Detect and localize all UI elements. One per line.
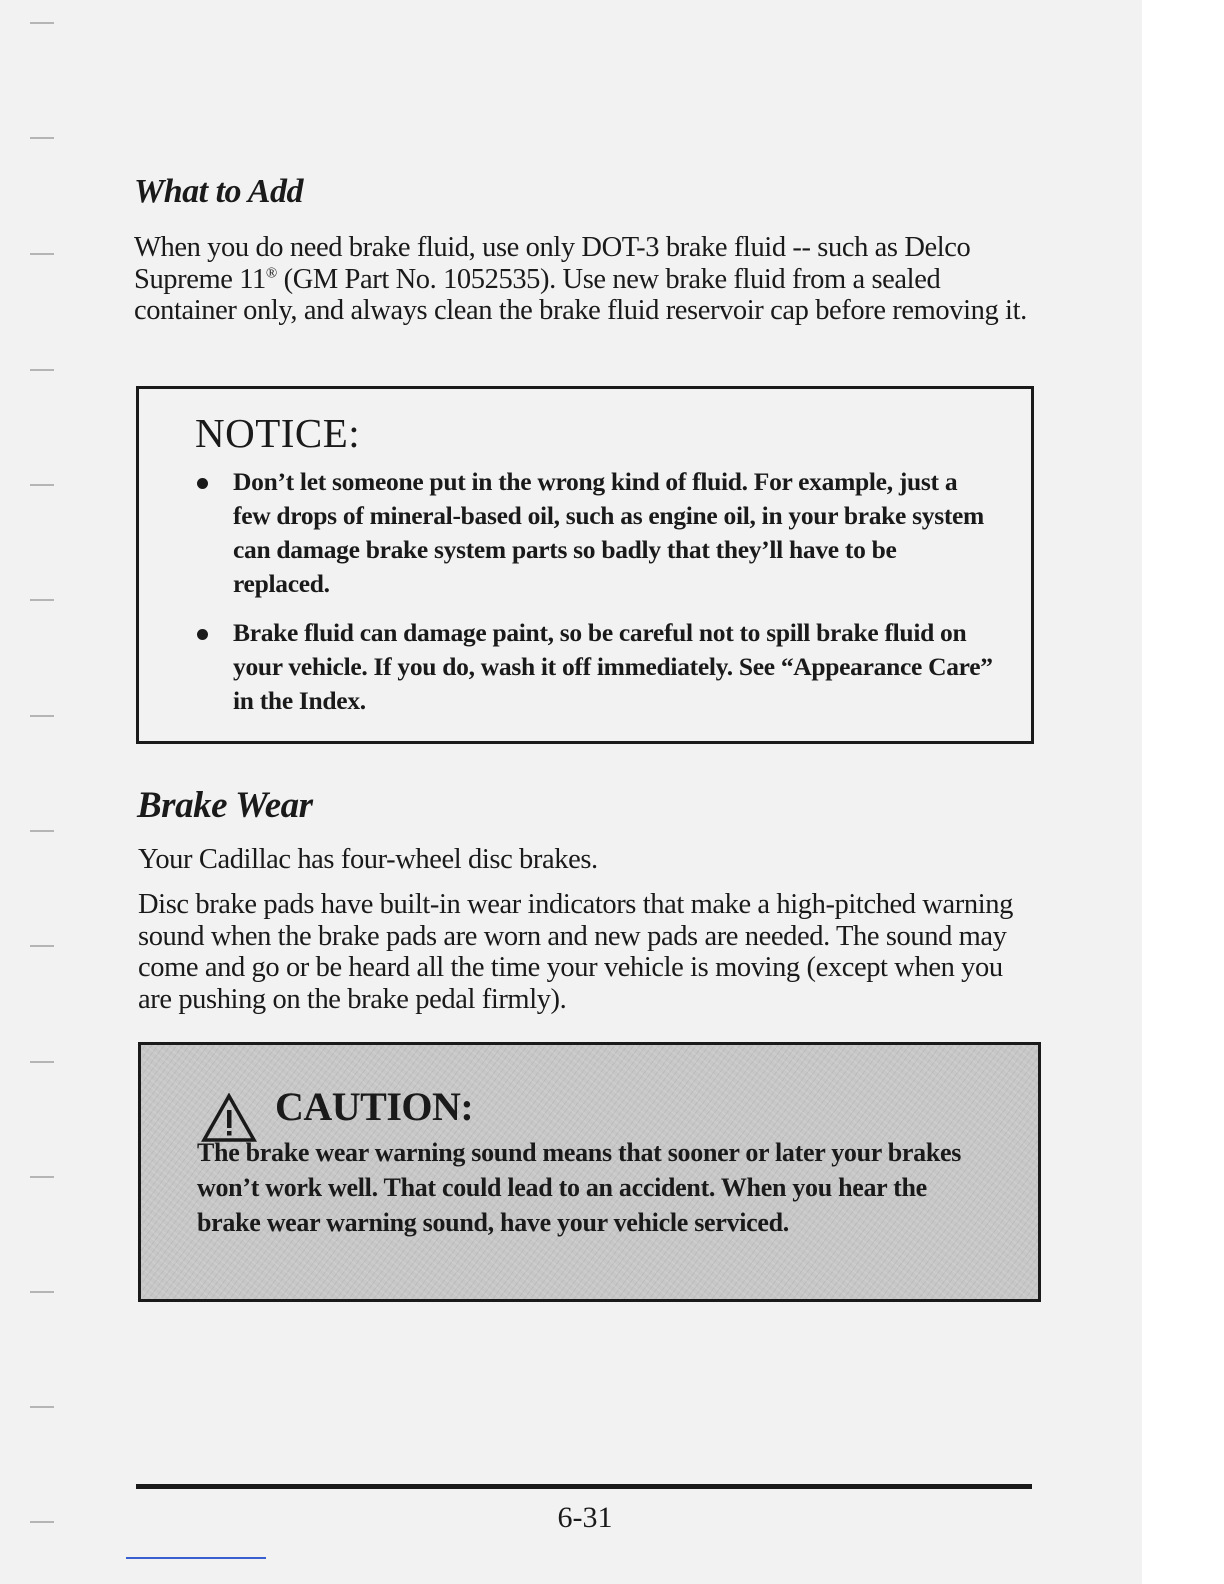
notice-item [195,465,995,601]
margin-tick [30,1291,54,1293]
margin-tick [30,945,54,947]
margin-tick [30,830,54,832]
notice-box [136,386,1034,744]
brake-wear-paragraph: Your Cadillac has four-wheel disc brakes. [138,844,598,875]
notice-title: NOTICE: [195,410,361,456]
footer-rule [136,1484,1032,1489]
caution-title: CAUTION: [275,1084,474,1129]
margin-tick [30,1406,54,1408]
margin-tick [30,1061,54,1063]
what-to-add-heading: What to Add [134,173,303,210]
what-to-add-text-start: When you do need brake fluid, use only DOT-3 brake fluid -- such as Delco Supreme 11 [134,232,971,295]
what-to-add-paragraph [134,232,1034,327]
brake-wear-paragraph: Disc brake pads have built-in wear indicators that make a high-pitched warning sound when the brake pads are worn and new pads are needed. The sound may come and go or be heard all the time your vehicle is moving (except when you are pushing on the brake pedal firmly). [138,889,1013,1015]
brake-wear-heading: Brake Wear [137,785,313,826]
margin-tick [30,22,54,24]
bullet-icon [197,629,208,640]
margin-tick [30,599,54,601]
notice-item-text: Don’t let someone put in the wrong kind of fluid. For example, just a few drops of mineral-based oil, such as engine oil, in your brake system can damage brake system parts so badly that they’ll have to be replaced. [233,467,984,598]
margin-tick [30,137,54,139]
notice-item-text: Brake fluid can damage paint, so be careful not to spill brake fluid on your vehicle. If you do, wash it off immediately. See “Appearance Care” in the Index. [233,618,993,715]
what-to-add-text-end: (GM Part No. 1052535). Use new brake fluid from a sealed container only, and always clean the brake fluid reservoir cap before removing it. [134,263,1027,326]
margin-tick [30,715,54,717]
registered-mark: ® [265,265,277,281]
caution-box [138,1042,1041,1302]
margin-tick [30,369,54,371]
margin-tick [30,253,54,255]
bottom-link-underline [126,1557,266,1559]
caution-text: The brake wear warning sound means that sooner or later your brakes won’t work well. That could lead to an accident. When you hear the brake wear warning sound, have your vehicle serviced. [197,1138,962,1237]
notice-list [195,465,995,733]
margin-tick [30,484,54,486]
margin-tick [30,1176,54,1178]
bullet-icon [197,478,208,489]
notice-item [195,616,995,718]
page-number: 6-31 [557,1501,613,1534]
margin-tick [30,1521,54,1523]
